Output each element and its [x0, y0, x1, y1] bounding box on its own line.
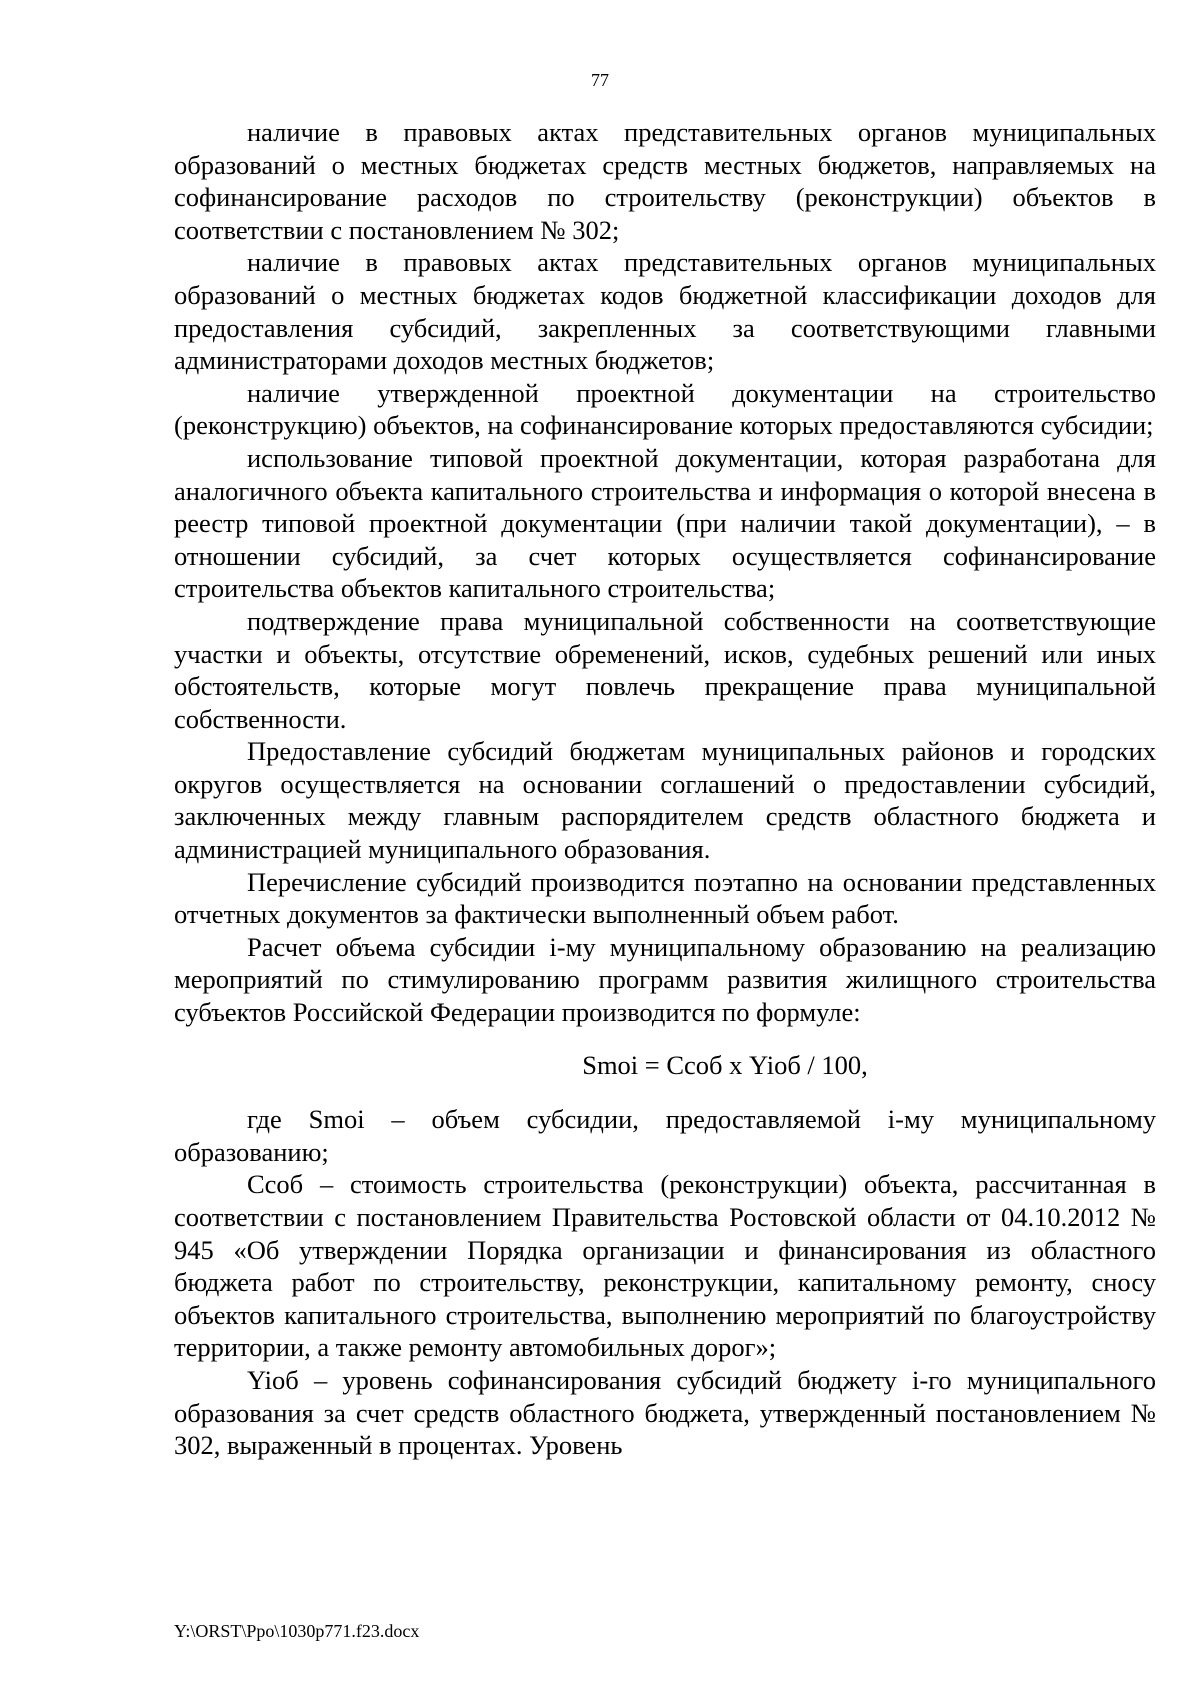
paragraph: использование типовой проектной документации, которая разработана для аналогичного объекта капитального строительства и информация о которой внесена в реестр типовой проектной документации (при наличии такой документации), – в отношении субсидий, за счет которых осуществляется софинансирование строительства объектов капитального строительства;: [174, 442, 1156, 604]
paragraph: наличие утвержденной проектной документации на строительство (реконструкцию) объектов, на софинансирование которых предоставляются субсидии;: [174, 377, 1156, 441]
definition-paragraph: Yiоб – уровень софинансирования субсидий бюджету i-го муниципального образования за счет средств областного бюджета, утвержденный постановлением № 302, выраженный в процентах. Уровень: [174, 1364, 1156, 1461]
paragraph: подтверждение права муниципальной собственности на соответствующие участки и объекты, отсутствие обременений, исков, судебных решений или иных обстоятельств, которые могут повлечь прекращение права муниципальной собственности.: [174, 605, 1156, 734]
page-number: 77: [591, 70, 609, 90]
definition-paragraph: Cсоб – стоимость строительства (реконструкции) объекта, рассчитанная в соответствии с постановлением Правительства Ростовской области от 04.10.2012 № 945 «Об утверждении Порядка организации и финансирования из областного бюджета работ по строительству, реконструкции, капитальному ремонту, сносу объектов капитального строительства, выполнению мероприятий по благоустройству территории, а также ремонту автомобильных дорог»;: [174, 1169, 1156, 1363]
paragraph: Предоставление субсидий бюджетам муниципальных районов и городских округов осуществляется на основании соглашений о предоставлении субсидий, заключенных между главным распорядителем средств областного бюджета и администрацией муниципального образования.: [174, 736, 1156, 865]
formula: Smoi = Cсоб х Yiоб / 100,: [582, 1049, 868, 1080]
document-body: [174, 116, 1156, 1462]
paragraph: Перечисление субсидий производится поэтапно на основании представленных отчетных документов за фактически выполненный объем работ.: [174, 866, 1156, 930]
footer-file-path: Y:\ORST\Ppo\1030p771.f23.docx: [174, 1621, 420, 1641]
definition-paragraph: где Smoi – объем субсидии, предоставляемой i-му муниципальному образованию;: [174, 1104, 1156, 1167]
paragraph: наличие в правовых актах представительных органов муниципальных образований о местных бюджетах кодов бюджетной классификации доходов для предоставления субсидий, закрепленных за соответствующими главными администраторами доходов местных бюджетов;: [174, 247, 1156, 376]
paragraph: Расчет объема субсидии i-му муниципальному образованию на реализацию мероприятий по стимулированию программ развития жилищного строительства субъектов Российской Федерации производится по формуле:: [174, 931, 1156, 1028]
paragraph: наличие в правовых актах представительных органов муниципальных образований о местных бюджетах средств местных бюджетов, направляемых на софинансирование расходов по строительству (реконструкции) объектов в соответствии с постановлением № 302;: [174, 117, 1156, 245]
